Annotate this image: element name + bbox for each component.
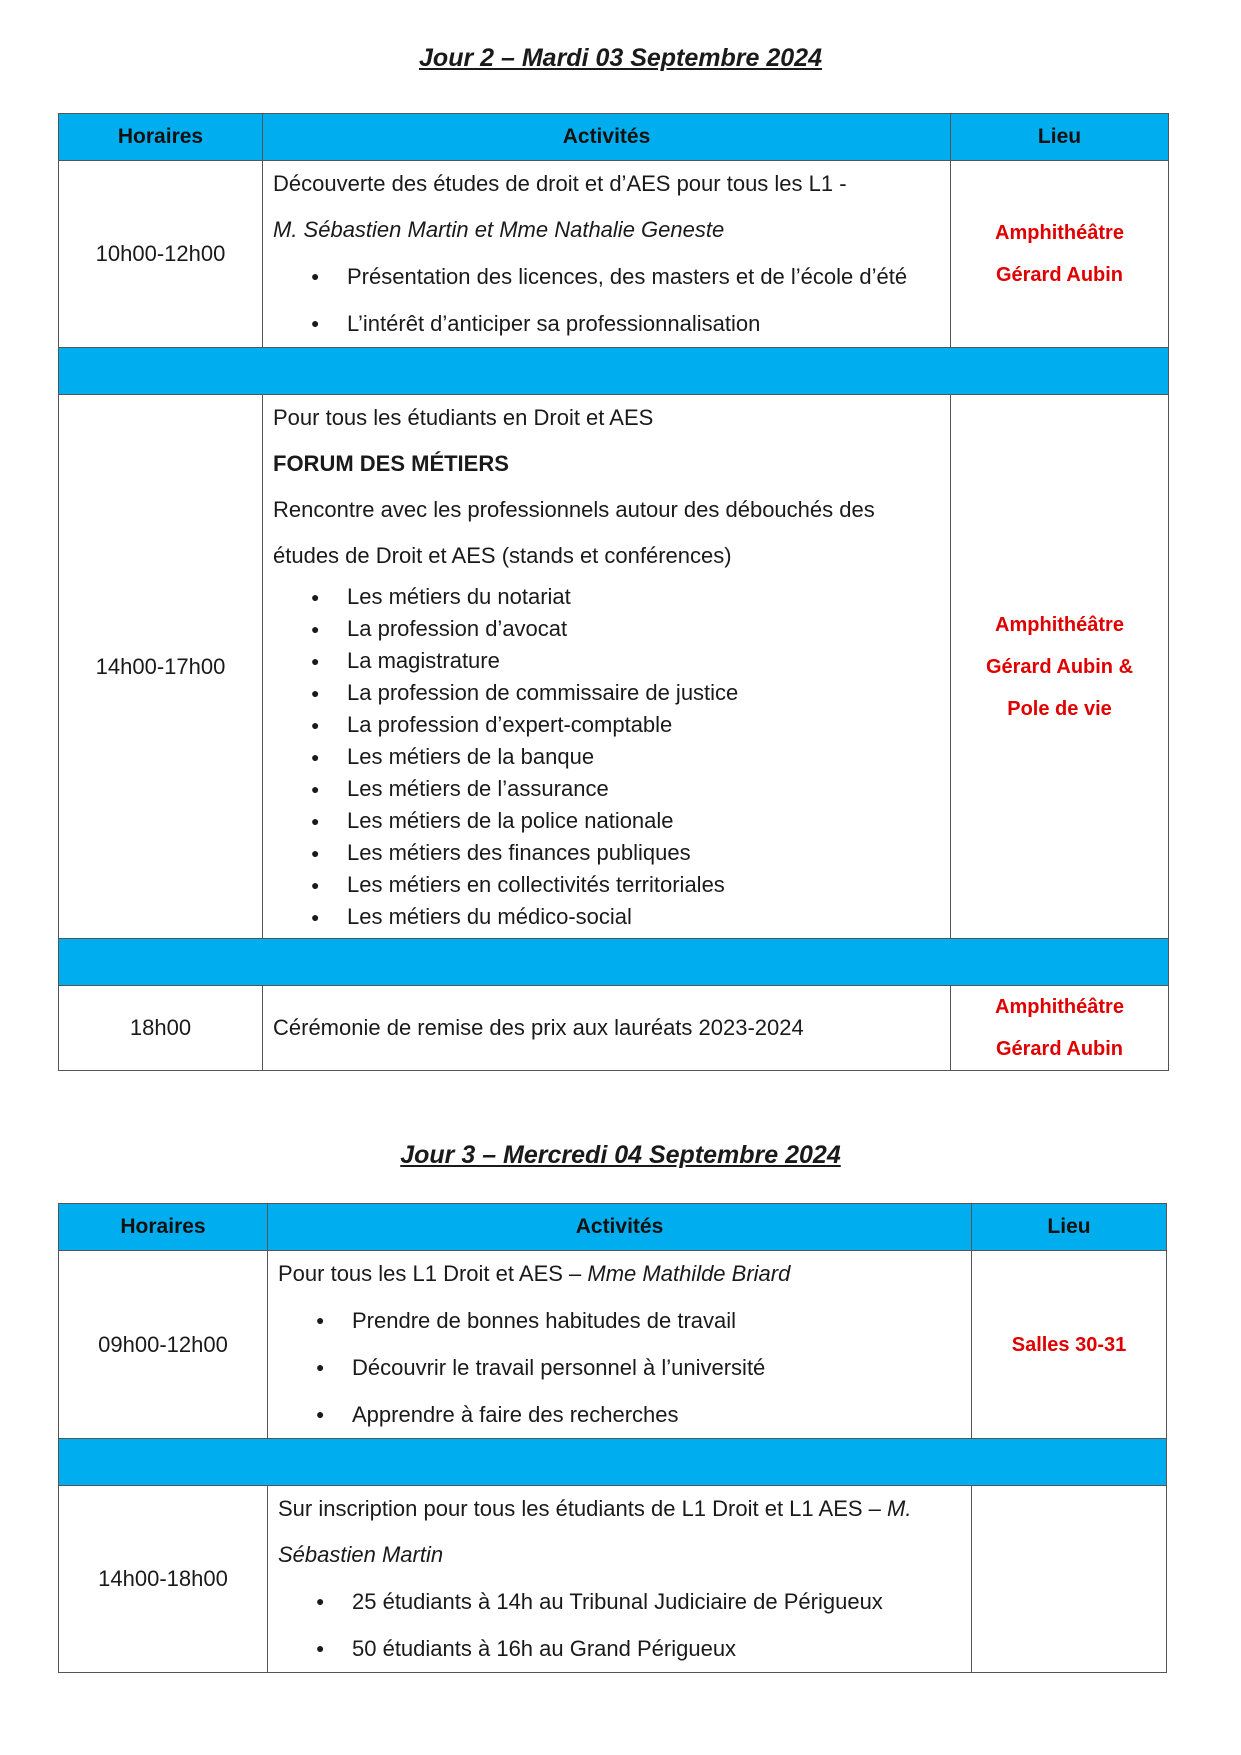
header-activity: Activités — [263, 114, 951, 161]
day3-schedule-table — [58, 1203, 1167, 1673]
speaker-name: Mme Mathilde Briard — [587, 1261, 791, 1286]
table-header-row — [59, 114, 1169, 161]
activity-text: Découverte des études de droit et d’AES pour tous les L1 - — [273, 171, 847, 196]
list-item: ● Présentation des licences, des masters et de l’école d’été — [273, 253, 950, 300]
header-activity: Activités — [268, 1204, 972, 1251]
header-time: Horaires — [59, 1204, 268, 1251]
place-line: Pole de vie — [1007, 697, 1112, 720]
list-item: ● La profession d’avocat — [273, 613, 950, 645]
list-item: ● L’intérêt d’anticiper sa professionnalisation — [273, 300, 950, 347]
list-item: ● La profession de commissaire de justice — [273, 677, 950, 709]
activity-cell — [263, 161, 951, 348]
activity-audience: Sur inscription pour tous les étudiants de L1 Droit et L1 AES – — [278, 1496, 888, 1521]
table-header-row — [59, 1204, 1167, 1251]
separator-row — [59, 939, 1169, 986]
table-row — [59, 986, 1169, 1071]
speaker-name: M. — [887, 1496, 912, 1521]
speakers-text: M. Sébastien Martin et Mme Nathalie Geneste — [273, 217, 725, 242]
activity-cell — [263, 986, 951, 1071]
activity-text: Cérémonie de remise des prix aux lauréats 2023-2024 — [273, 1015, 804, 1040]
day2-title: Jour 2 – Mardi 03 Septembre 2024 — [419, 44, 822, 72]
list-item: ● Les métiers en collectivités territoriales — [273, 869, 950, 901]
place-cell — [951, 986, 1169, 1071]
list-item: ● Les métiers de l’assurance — [273, 773, 950, 805]
activity-text — [278, 1251, 971, 1297]
activity-cell — [268, 1251, 972, 1439]
place-cell — [951, 161, 1169, 348]
list-item: ● 25 étudiants à 14h au Tribunal Judiciaire de Périgueux — [278, 1578, 971, 1625]
separator-row — [59, 1439, 1167, 1486]
list-item: ● Les métiers du médico-social — [273, 901, 950, 933]
speaker-name: Sébastien Martin — [278, 1542, 444, 1567]
place-line: Salles 30-31 — [1011, 1333, 1127, 1356]
header-time: Horaires — [59, 114, 263, 161]
list-item: ● Les métiers des finances publiques — [273, 837, 950, 869]
separator-row — [59, 348, 1169, 395]
activity-cell — [263, 395, 951, 939]
place-line: Gérard Aubin — [995, 264, 1124, 286]
activity-text: Pour tous les étudiants en Droit et AES — [273, 405, 654, 430]
forum-title: FORUM DES MÉTIERS — [273, 451, 509, 476]
table-row — [59, 1486, 1167, 1673]
place-line: Gérard Aubin — [995, 1038, 1124, 1060]
list-item: ● Découvrir le travail personnel à l’université — [278, 1344, 971, 1391]
list-item: ● Apprendre à faire des recherches — [278, 1391, 971, 1438]
table-row — [59, 161, 1169, 348]
activity-audience: Pour tous les L1 Droit et AES – — [278, 1261, 588, 1286]
list-item: ● 50 étudiants à 16h au Grand Périgueux — [278, 1625, 971, 1672]
place-cell — [972, 1251, 1167, 1439]
place-line: Amphithéâtre — [995, 222, 1124, 244]
place-cell — [972, 1486, 1167, 1673]
list-item: ● Les métiers de la banque — [273, 741, 950, 773]
list-item: ● La magistrature — [273, 645, 950, 677]
time-cell: 18h00 — [59, 986, 263, 1071]
list-item: ● Les métiers du notariat — [273, 581, 950, 613]
time-cell: 09h00-12h00 — [59, 1251, 268, 1439]
time-cell: 14h00-18h00 — [59, 1486, 268, 1673]
place-line: Amphithéâtre — [995, 613, 1124, 636]
header-place: Lieu — [951, 114, 1169, 161]
list-item: ● Les métiers de la police nationale — [273, 805, 950, 837]
activity-cell — [268, 1486, 972, 1673]
place-cell — [951, 395, 1169, 939]
time-cell: 10h00-12h00 — [59, 161, 263, 348]
activity-text: études de Droit et AES (stands et conférences) — [273, 543, 732, 568]
place-line: Gérard Aubin & — [985, 655, 1134, 678]
table-row — [59, 395, 1169, 939]
activity-text: Rencontre avec les professionnels autour des débouchés des — [273, 497, 875, 522]
day3-title: Jour 3 – Mercredi 04 Septembre 2024 — [400, 1141, 841, 1169]
table-row — [59, 1251, 1167, 1439]
list-item: ● La profession d’expert-comptable — [273, 709, 950, 741]
place-line: Amphithéâtre — [995, 996, 1124, 1018]
time-cell: 14h00-17h00 — [59, 395, 263, 939]
list-item: ● Prendre de bonnes habitudes de travail — [278, 1297, 971, 1344]
header-place: Lieu — [972, 1204, 1167, 1251]
day2-schedule-table — [58, 113, 1169, 1071]
activity-text — [278, 1486, 971, 1532]
